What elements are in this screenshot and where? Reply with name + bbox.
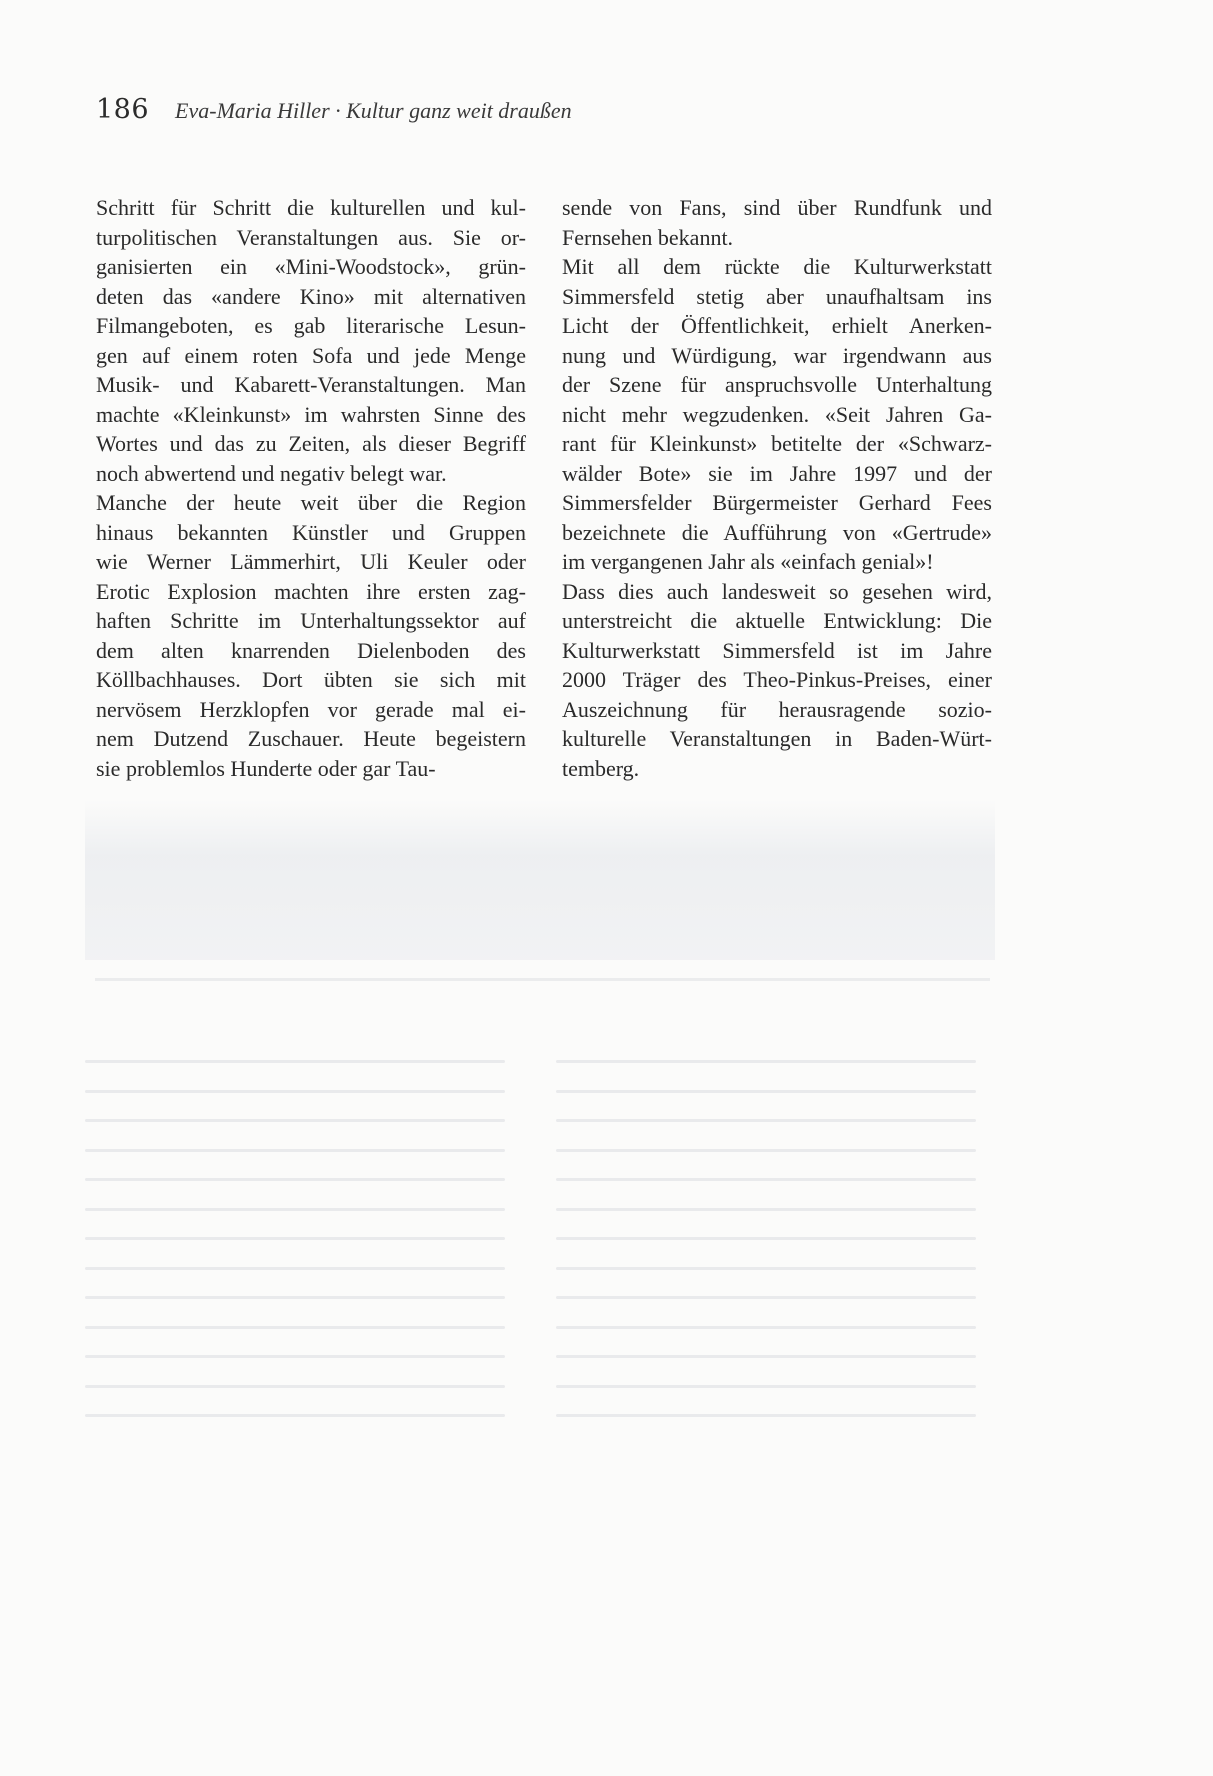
text-line: hinaus bekannten Künstler und Gruppen [96, 519, 526, 545]
text-line: Filmangeboten, es gab literarische Lesun- [96, 313, 526, 338]
text-line: der Szene für anspruchsvolle Unterhaltung [562, 372, 992, 397]
text-line: wie Werner Lämmerhirt, Uli Keuler oder [96, 549, 526, 574]
text-column-right [562, 193, 992, 783]
text-line: sende von Fans, sind über Rundfunk und [562, 195, 992, 220]
text-line: Fernsehen bekannt. [562, 224, 734, 250]
text-line: Manche der heute weit über die Region [96, 490, 526, 515]
text-line: Simmersfeld stetig aber unaufhaltsam ins [562, 283, 992, 309]
text-line: rant für Kleinkunst» betitelte der «Schwarz- [562, 431, 992, 456]
text-line: machte «Kleinkunst» im wahrsten Sinne des [96, 401, 526, 427]
text-line: kulturelle Veranstaltungen in Baden-Würt- [562, 726, 992, 751]
text-line: im vergangenen Jahr als «einfach genial»! [562, 549, 934, 574]
text-line: bezeichnete die Aufführung von «Gertrude» [562, 519, 992, 545]
text-line: ganisierten ein «Mini-Woodstock», grün- [96, 254, 526, 279]
text-line: Köllbachhauses. Dort übten sie sich mit [96, 667, 526, 692]
text-line: nervösem Herzklopfen vor gerade mal ei- [96, 696, 526, 722]
text-line: deten das «andere Kino» mit alternativen [96, 283, 526, 309]
text-line: Musik- und Kabarett-Veranstaltungen. Man [96, 372, 526, 397]
text-line: sie problemlos Hunderte oder gar Tau- [96, 755, 436, 781]
text-line: nung und Würdigung, war irgendwann aus [562, 342, 992, 368]
reverse-side-text-ghost-left [85, 1060, 505, 1444]
text-line: Schritt für Schritt die kulturellen und kul- [96, 195, 526, 220]
running-title: Eva-Maria Hiller · Kultur ganz weit draußen [175, 98, 572, 123]
text-line: Kulturwerkstatt Simmersfeld ist im Jahre [562, 637, 992, 663]
text-line: Mit all dem rückte die Kulturwerkstatt [562, 254, 992, 279]
text-line: 2000 Träger des Theo-Pinkus-Preises, einer [562, 667, 992, 692]
text-line: unterstreicht die aktuelle Entwicklung: Die [562, 608, 992, 633]
text-line: gen auf einem roten Sofa und jede Menge [96, 342, 526, 368]
page-number: 186 [96, 94, 150, 125]
text-line: haften Schritte im Unterhaltungssektor auf [96, 608, 526, 633]
text-line: Licht der Öffentlichkeit, erhielt Anerken- [562, 313, 992, 338]
text-line: turpolitischen Veranstaltungen aus. Sie or- [96, 224, 526, 250]
text-line: Simmersfelder Bürgermeister Gerhard Fees [562, 490, 992, 515]
text-line: Wortes und das zu Zeiten, als dieser Begriff [96, 431, 526, 456]
reverse-side-text-ghost-right [556, 1060, 976, 1444]
text-line: noch abwertend und negativ belegt war. [96, 460, 447, 486]
text-line: nicht mehr wegzudenken. «Seit Jahren Ga- [562, 401, 992, 427]
text-line: dem alten knarrenden Dielenboden des [96, 637, 526, 663]
text-line: Dass dies auch landesweit so gesehen wird, [562, 578, 992, 604]
text-line: nem Dutzend Zuschauer. Heute begeistern [96, 726, 526, 751]
text-line: temberg. [562, 755, 640, 781]
reverse-side-show-through [85, 800, 995, 960]
reverse-side-caption-ghost [95, 978, 990, 981]
text-line: Erotic Explosion machten ihre ersten zag- [96, 578, 526, 604]
text-column-left [96, 193, 526, 783]
running-header [96, 94, 572, 125]
text-line: wälder Bote» sie im Jahre 1997 und der [562, 460, 992, 486]
text-line: Auszeichnung für herausragende sozio- [562, 696, 992, 722]
